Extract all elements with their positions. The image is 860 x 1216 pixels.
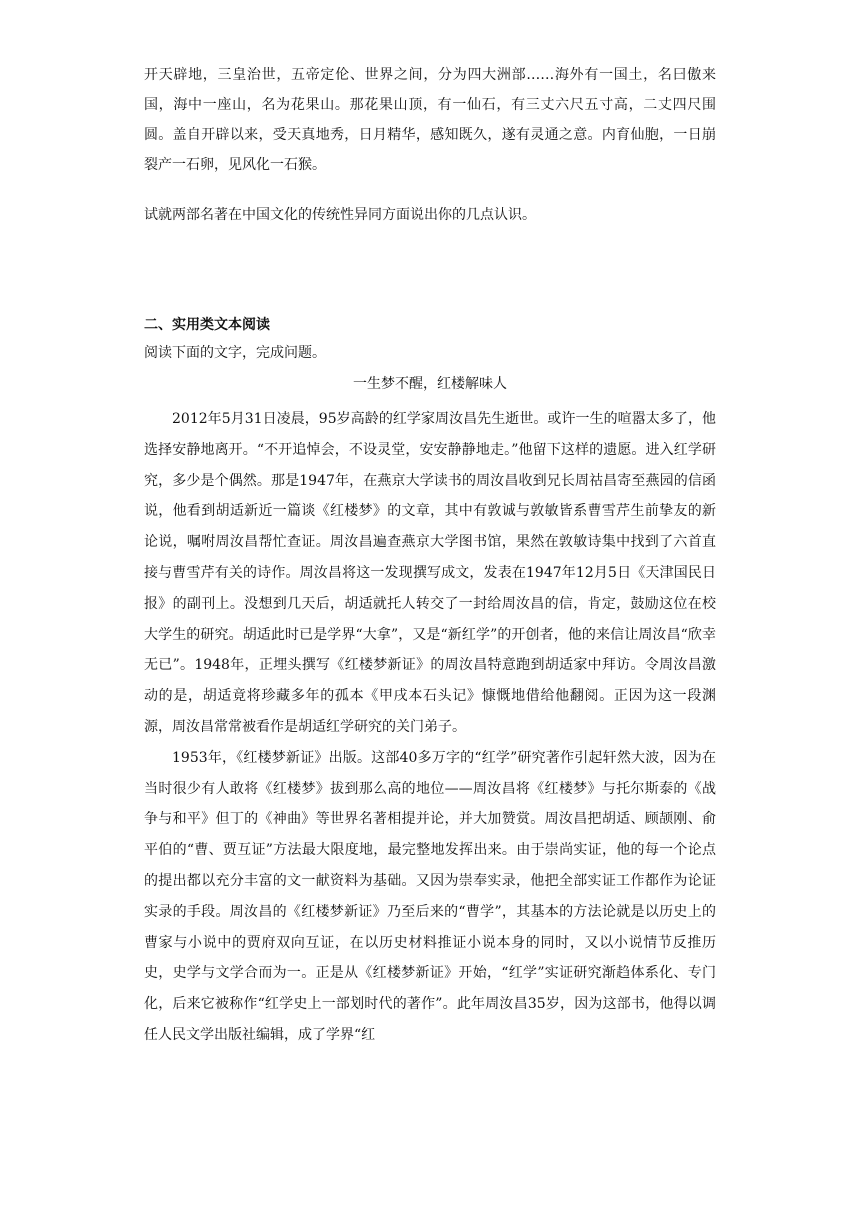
article-body — [144, 404, 716, 1051]
question-text: 试就两部名著在中国文化的传统性异同方面说出你的几点认识。 — [144, 207, 536, 223]
intro-paragraph: 开天辟地，三皇治世，五帝定伦、世界之间，分为四大洲部……海外有一国土，名曰傲来国，海中一座山，名为花果山。那花果山顶，有一仙石，有三丈六尺五寸高，二丈四尺围圆。盖自开辟以来，受天真地秀，日月精华，感知既久，遂有灵通之意。内育仙胞，一日崩裂产一石卵，见风化一石猴。 — [144, 67, 716, 173]
article-paragraph: 2012年5月31日凌晨，95岁高龄的红学家周汝昌先生逝世。或许一生的喧嚣太多了，他选择安静地离开。“不开追悼会，不设灵堂，安安静静地走。”他留下这样的遗愿。进入红学研究，多少是个偶然。那是1947年，在燕京大学读书的周汝昌收到兄长周祜昌寄至燕园的信函说，他看到胡适新近一篇谈《红楼梦》的文章，其中有敦诚与敦敏皆系曹雪芹生前挚友的新论说，嘱咐周汝昌帮忙查证。周汝昌遍查燕京大学图书馆，果然在敦敏诗集中找到了六首直接与曹雪芹有关的诗作。周汝昌将这一发现撰写成文，发表在1947年12月5日《天津国民日报》的副刊上。没想到几天后，胡适就托人转交了一封给周汝昌的信，肯定，鼓励这位在校大学生的研究。胡适此时已是学界“大拿”，又是“新红学”的开创者，他的来信让周汝昌“欣幸无已”。1948年，正埋头撰写《红楼梦新证》的周汝昌特意跑到胡适家中拜访。令周汝昌激动的是，胡适竟将珍藏多年的孤本《甲戌本石头记》慷慨地借给他翻阅。正因为这一段渊源，周汝昌常常被看作是胡适红学研究的关门弟子。 — [144, 411, 716, 735]
intro-passage — [144, 60, 716, 180]
section-heading: 二、实用类文本阅读 — [144, 317, 270, 333]
section-instruction: 阅读下面的文字，完成问题。 — [144, 345, 326, 361]
article-title: 一生梦不醒，红楼解味人 — [353, 376, 507, 392]
article-paragraph: 1953年，《红楼梦新证》出版。这部40多万字的“红学”研究著作引起轩然大波，因为在当时很少有人敢将《红楼梦》拔到那么高的地位——周汝昌将《红楼梦》与托尔斯泰的《战争与和平》但丁的《神曲》等世界名著相提并论，并大加赞赏。周汝昌把胡适、顾颉刚、俞平伯的“曹、贾互证”方法最大限度地，最完整地发挥出来。由于崇尚实证，他的每一个论点的提出都以充分丰富的文一献资料为基础。又因为崇奉实录，他把全部实证工作都作为论证实录的手段。周汝昌的《红楼梦新证》乃至后来的“曹学”，其基本的方法论就是以历史上的曹家与小说中的贾府双向互证，在以历史材料推证小说本身的同时，又以小说情节反推历史，史学与文学合而为一。正是从《红楼梦新证》开始，“红学”实证研究渐趋体系化、专门化，后来它被称作“红学史上一部划时代的著作”。此年周汝昌35岁，因为这部书，他得以调任人民文学出版社编辑，成了学界“红 — [144, 749, 716, 1043]
